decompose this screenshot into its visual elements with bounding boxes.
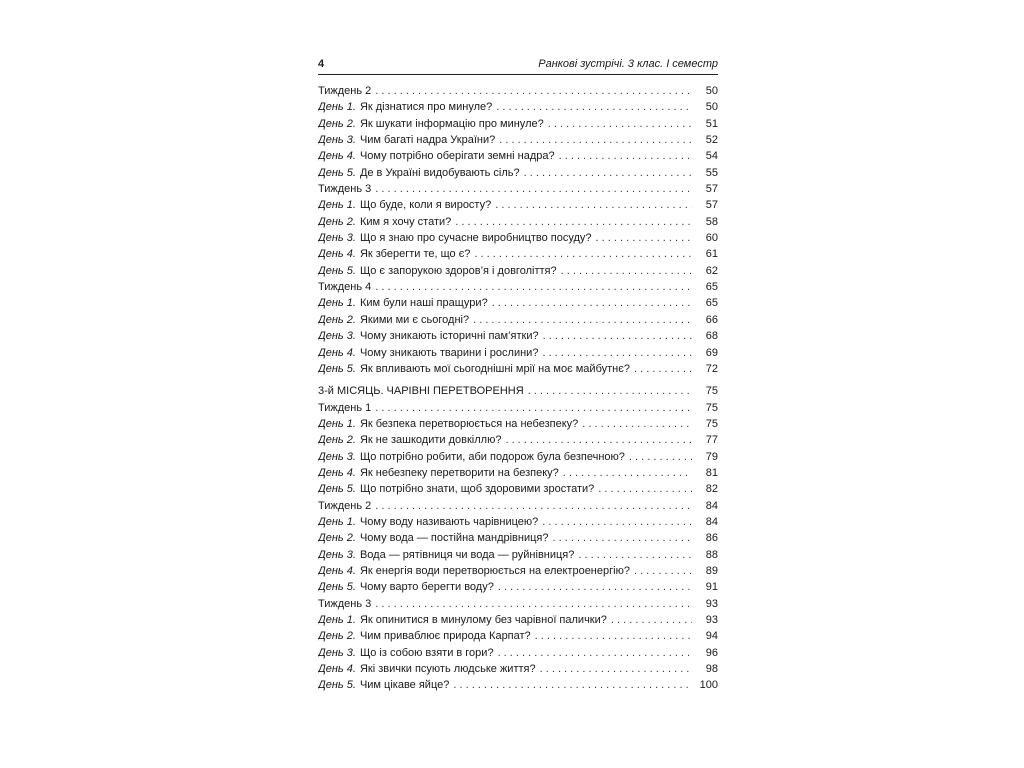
dot-leader bbox=[495, 197, 692, 213]
toc-row bbox=[318, 99, 718, 115]
toc-row bbox=[318, 563, 718, 579]
toc-day-label: День 4. bbox=[318, 564, 356, 577]
toc-page-number: 50 bbox=[705, 85, 718, 97]
toc-page-number: 50 bbox=[705, 101, 718, 114]
running-title: Ранкові зустрічі. 3 клас. I семестр bbox=[538, 58, 718, 70]
toc-page-number: 57 bbox=[705, 199, 718, 212]
toc-entry-title: Тиждень 2 bbox=[318, 499, 372, 512]
toc-entry-title: Як зберегти те, що є? bbox=[359, 248, 471, 261]
dot-leader bbox=[582, 416, 692, 432]
dot-leader bbox=[634, 361, 692, 377]
dot-leader bbox=[375, 279, 692, 295]
toc-row bbox=[318, 132, 718, 148]
toc-entry-title: Що буде, коли я виросту? bbox=[359, 199, 492, 212]
toc-page-number: 98 bbox=[705, 663, 718, 676]
toc-page-number: 96 bbox=[705, 646, 718, 659]
toc-row bbox=[318, 345, 718, 361]
toc-row bbox=[318, 214, 718, 230]
document-page bbox=[318, 56, 718, 694]
toc-row bbox=[318, 197, 718, 213]
toc-day-label: День 3. bbox=[318, 450, 356, 463]
page-header bbox=[318, 56, 718, 75]
dot-leader bbox=[473, 312, 692, 328]
dot-leader bbox=[499, 132, 692, 148]
toc-page-number: 86 bbox=[705, 532, 718, 545]
toc-day-label: День 4. bbox=[318, 663, 356, 676]
toc-row bbox=[318, 400, 718, 416]
toc-page-number: 52 bbox=[705, 134, 718, 147]
toc-row bbox=[318, 361, 718, 377]
toc-page-number: 93 bbox=[705, 597, 718, 610]
toc-page-number: 77 bbox=[705, 434, 718, 447]
toc-entry-title: Чому зникають історичні пам’ятки? bbox=[359, 330, 539, 343]
toc-entry-title: Тиждень 1 bbox=[318, 401, 372, 414]
toc-page-number: 75 bbox=[705, 417, 718, 430]
toc-page-number: 93 bbox=[705, 614, 718, 626]
toc-entry-title: Що із собою взяти в гори? bbox=[359, 646, 494, 659]
toc-day-label: День 5. bbox=[318, 483, 356, 496]
toc-page-number: 58 bbox=[705, 215, 718, 228]
table-of-contents bbox=[318, 83, 718, 694]
toc-row bbox=[318, 116, 718, 132]
toc-entry-title: Чим цікаве яйце? bbox=[359, 679, 450, 692]
toc-page-number: 60 bbox=[705, 232, 718, 245]
toc-row bbox=[318, 279, 718, 295]
toc-entry-title: Вода — рятівниця чи вода — руйнівниця? bbox=[359, 548, 575, 561]
dot-leader bbox=[375, 596, 692, 612]
toc-day-label: День 5. bbox=[318, 166, 356, 179]
dot-leader bbox=[492, 295, 692, 311]
toc-day-label: День 1. bbox=[318, 101, 356, 114]
toc-entry-title: Що потрібно знати, щоб здоровими зростати? bbox=[359, 483, 595, 496]
toc-page-number: 57 bbox=[705, 183, 718, 196]
dot-leader bbox=[611, 612, 692, 628]
toc-entry-title: Чому варто берегти воду? bbox=[359, 581, 494, 594]
toc-entry-title: Що є запорукою здоров’я і довголіття? bbox=[359, 264, 557, 277]
toc-row bbox=[318, 449, 718, 465]
toc-page-number: 65 bbox=[705, 281, 718, 294]
toc-page-number: 91 bbox=[705, 581, 718, 594]
toc-section-row bbox=[318, 383, 718, 399]
toc-day-label: День 5. bbox=[318, 264, 356, 277]
toc-entry-title: Як шукати інформацію про минуле? bbox=[359, 117, 544, 130]
toc-entry-title: Як опинитися в минулому без чарівної палички? bbox=[359, 614, 607, 626]
toc-entry-title: Як впливають мої сьогоднішні мрії на моє майбутнє? bbox=[359, 362, 630, 375]
toc-entry-title: Чому воду називають чарівницею? bbox=[359, 515, 539, 528]
toc-page-number: 51 bbox=[705, 117, 718, 130]
toc-row bbox=[318, 295, 718, 311]
toc-row bbox=[318, 481, 718, 497]
toc-row bbox=[318, 612, 718, 628]
toc-entry-title: Як небезпеку перетворити на безпеку? bbox=[359, 466, 559, 479]
toc-row bbox=[318, 596, 718, 612]
toc-day-label: День 1. bbox=[318, 199, 356, 212]
toc-page-number: 79 bbox=[705, 450, 718, 463]
toc-entry-title: Чому вода — постійна мандрівниця? bbox=[359, 532, 549, 545]
toc-day-label: День 1. bbox=[318, 515, 356, 528]
toc-page-number: 84 bbox=[705, 499, 718, 512]
toc-page-number: 88 bbox=[705, 548, 718, 561]
toc-row bbox=[318, 83, 718, 99]
toc-day-label: День 5. bbox=[318, 362, 356, 375]
toc-page-number: 69 bbox=[705, 346, 718, 359]
toc-row bbox=[318, 677, 718, 693]
toc-entry-title: Як не зашкодити довкіллю? bbox=[359, 434, 502, 447]
dot-leader bbox=[542, 345, 692, 361]
toc-entry-title: Ким були наші пращури? bbox=[359, 297, 488, 310]
toc-day-label: День 1. bbox=[318, 297, 356, 310]
toc-page-number: 75 bbox=[705, 401, 718, 414]
dot-leader bbox=[563, 465, 692, 481]
toc-row bbox=[318, 547, 718, 563]
toc-entry-title: 3-й МІСЯЦЬ. ЧАРІВНІ ПЕРЕТВОРЕННЯ bbox=[318, 385, 524, 398]
toc-page-number: 72 bbox=[705, 362, 718, 375]
toc-entry-title: Як безпека перетворюється на небезпеку? bbox=[359, 417, 579, 430]
toc-row bbox=[318, 628, 718, 644]
toc-day-label: День 3. bbox=[318, 646, 356, 659]
dot-leader bbox=[578, 547, 692, 563]
toc-page-number: 65 bbox=[705, 297, 718, 310]
toc-day-label: День 1. bbox=[318, 417, 356, 430]
toc-day-label: День 5. bbox=[318, 581, 356, 594]
toc-row bbox=[318, 328, 718, 344]
toc-page-number: 82 bbox=[705, 483, 718, 496]
dot-leader bbox=[540, 661, 692, 677]
toc-row bbox=[318, 312, 718, 328]
dot-leader bbox=[598, 481, 692, 497]
dot-leader bbox=[553, 530, 693, 546]
dot-leader bbox=[375, 498, 692, 514]
dot-leader bbox=[375, 400, 692, 416]
toc-day-label: День 2. bbox=[318, 630, 356, 643]
toc-page-number: 66 bbox=[705, 313, 718, 326]
toc-day-label: День 2. bbox=[318, 313, 356, 326]
dot-leader bbox=[375, 181, 692, 197]
toc-entry-title: Що я знаю про сучасне виробництво посуду? bbox=[359, 232, 592, 245]
dot-leader bbox=[629, 449, 692, 465]
toc-entry-title: Тиждень 4 bbox=[318, 281, 372, 294]
toc-row bbox=[318, 246, 718, 262]
toc-entry-title: Тиждень 3 bbox=[318, 183, 372, 196]
dot-leader bbox=[455, 214, 692, 230]
toc-entry-title: Чим приваблює природа Карпат? bbox=[359, 630, 531, 643]
toc-day-label: День 3. bbox=[318, 548, 356, 561]
toc-row bbox=[318, 181, 718, 197]
toc-day-label: День 1. bbox=[318, 614, 356, 626]
dot-leader bbox=[474, 246, 692, 262]
toc-page-number: 61 bbox=[705, 248, 718, 261]
dot-leader bbox=[498, 579, 692, 595]
toc-entry-title: Якими ми є сьогодні? bbox=[359, 313, 470, 326]
toc-row bbox=[318, 661, 718, 677]
toc-entry-title: Що потрібно робити, аби подорож була безпечною? bbox=[359, 450, 625, 463]
toc-day-label: День 2. bbox=[318, 434, 356, 447]
toc-entry-title: Чому зникають тварини і рослини? bbox=[359, 346, 539, 359]
toc-day-label: День 3. bbox=[318, 134, 356, 147]
toc-page-number: 89 bbox=[705, 564, 718, 577]
toc-entry-title: Чому потрібно оберігати земні надра? bbox=[359, 150, 555, 163]
toc-row bbox=[318, 263, 718, 279]
toc-day-label: День 2. bbox=[318, 532, 356, 545]
toc-page-number: 68 bbox=[705, 330, 718, 343]
toc-entry-title: Як дізнатися про минуле? bbox=[359, 101, 493, 114]
toc-entry-title: Ким я хочу стати? bbox=[359, 215, 452, 228]
toc-page-number: 75 bbox=[705, 385, 718, 398]
toc-row bbox=[318, 465, 718, 481]
toc-entry-title: Як енергія води перетворюється на електроенергію? bbox=[359, 564, 630, 577]
toc-day-label: День 4. bbox=[318, 150, 356, 163]
dot-leader bbox=[505, 432, 692, 448]
dot-leader bbox=[496, 99, 692, 115]
toc-page-number: 62 bbox=[705, 264, 718, 277]
dot-leader bbox=[634, 563, 692, 579]
dot-leader bbox=[596, 230, 692, 246]
toc-entry-title: Де в Україні видобувають сіль? bbox=[359, 166, 520, 179]
toc-entry-title: Чим багаті надра України? bbox=[359, 134, 496, 147]
toc-row bbox=[318, 432, 718, 448]
dot-leader bbox=[543, 328, 692, 344]
toc-row bbox=[318, 498, 718, 514]
toc-day-label: День 2. bbox=[318, 215, 356, 228]
page-number: 4 bbox=[318, 58, 325, 70]
toc-day-label: День 4. bbox=[318, 346, 356, 359]
toc-row bbox=[318, 416, 718, 432]
toc-row bbox=[318, 645, 718, 661]
toc-row bbox=[318, 514, 718, 530]
toc-day-label: День 5. bbox=[318, 679, 356, 692]
dot-leader bbox=[561, 263, 692, 279]
dot-leader bbox=[559, 148, 692, 164]
toc-page-number: 94 bbox=[705, 630, 718, 643]
toc-entry-title: Які звички псують людське життя? bbox=[359, 663, 536, 676]
dot-leader bbox=[453, 677, 692, 693]
dot-leader bbox=[542, 514, 692, 530]
dot-leader bbox=[375, 83, 692, 99]
toc-page-number: 55 bbox=[705, 166, 718, 179]
dot-leader bbox=[498, 645, 692, 661]
toc-row bbox=[318, 230, 718, 246]
toc-row bbox=[318, 165, 718, 181]
toc-row bbox=[318, 530, 718, 546]
dot-leader bbox=[528, 383, 692, 399]
toc-page-number: 100 bbox=[699, 679, 718, 692]
toc-day-label: День 3. bbox=[318, 330, 356, 343]
toc-day-label: День 4. bbox=[318, 248, 356, 261]
toc-day-label: День 3. bbox=[318, 232, 356, 245]
dot-leader bbox=[548, 116, 692, 132]
toc-day-label: День 2. bbox=[318, 117, 356, 130]
toc-page-number: 54 bbox=[705, 150, 718, 163]
toc-entry-title: Тиждень 2 bbox=[318, 85, 372, 97]
toc-entry-title: Тиждень 3 bbox=[318, 597, 372, 610]
toc-row bbox=[318, 148, 718, 164]
toc-page-number: 81 bbox=[705, 466, 718, 479]
dot-leader bbox=[524, 165, 692, 181]
dot-leader bbox=[535, 628, 692, 644]
toc-page-number: 84 bbox=[705, 515, 718, 528]
toc-day-label: День 4. bbox=[318, 466, 356, 479]
toc-row bbox=[318, 579, 718, 595]
